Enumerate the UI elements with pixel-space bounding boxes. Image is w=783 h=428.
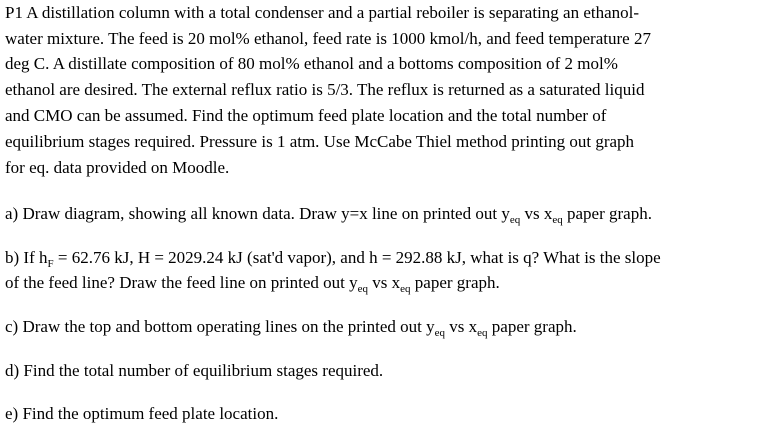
part-a bbox=[5, 204, 652, 226]
part-e: e) Find the optimum feed plate location. bbox=[5, 404, 279, 423]
part-b-line-1 bbox=[5, 248, 661, 270]
part-b-text: b) If h bbox=[5, 248, 48, 267]
intro-line-4: ethanol are desired. The external reflux ratio is 5/3. The reflux is returned as a saturated liquid bbox=[5, 80, 645, 99]
part-a-tail: paper graph. bbox=[562, 204, 652, 223]
intro-line-3: deg C. A distillate composition of 80 mol% ethanol and a bottoms composition of 2 mol% bbox=[5, 54, 618, 73]
part-a-text: a) Draw diagram, showing all known data. Draw y=x line on printed out bbox=[5, 204, 502, 223]
vs-text: vs bbox=[368, 273, 392, 292]
part-c-tail: paper graph. bbox=[487, 317, 577, 336]
intro-line-5: and CMO can be assumed. Find the optimum feed plate location and the total number of bbox=[5, 106, 607, 125]
hf-subscript: F bbox=[47, 258, 54, 270]
part-b-tail: paper graph. bbox=[410, 273, 500, 292]
intro-line-2: water mixture. The feed is 20 mol% ethanol, feed rate is 1000 kmol/h, and feed temperature 27 bbox=[5, 29, 651, 48]
y-eq-symbol: $y_{eq}$ bbox=[501, 204, 521, 226]
part-d: d) Find the total number of equilibrium stages required. bbox=[5, 361, 384, 380]
x-eq-symbol: $x_{eq}$ bbox=[468, 317, 488, 339]
part-b-line2-text: of the feed line? Draw the feed line on printed out bbox=[5, 273, 350, 292]
part-b-line-2 bbox=[5, 273, 500, 295]
part-c bbox=[5, 317, 577, 339]
intro-line-7: for eq. data provided on Moodle. bbox=[5, 158, 230, 177]
x-eq-symbol: $x_{eq}$ bbox=[543, 204, 563, 226]
y-eq-symbol: $y_{eq}$ bbox=[426, 317, 446, 339]
vs-text: vs bbox=[445, 317, 469, 336]
vs-text: vs bbox=[520, 204, 544, 223]
part-c-text: c) Draw the top and bottom operating lines on the printed out bbox=[5, 317, 427, 336]
y-eq-symbol: $y_{eq}$ bbox=[349, 273, 369, 295]
intro-line-1: P1 A distillation column with a total condenser and a partial reboiler is separating an ethanol- bbox=[5, 3, 640, 22]
part-b-text-rest: = 62.76 kJ, H = 2029.24 kJ (sat'd vapor), and h = 292.88 kJ, what is q? What is the slope bbox=[53, 248, 661, 267]
intro-line-6: equilibrium stages required. Pressure is 1 atm. Use McCabe Thiel method printing out graph bbox=[5, 132, 635, 151]
x-eq-symbol: $x_{eq}$ bbox=[391, 273, 411, 295]
